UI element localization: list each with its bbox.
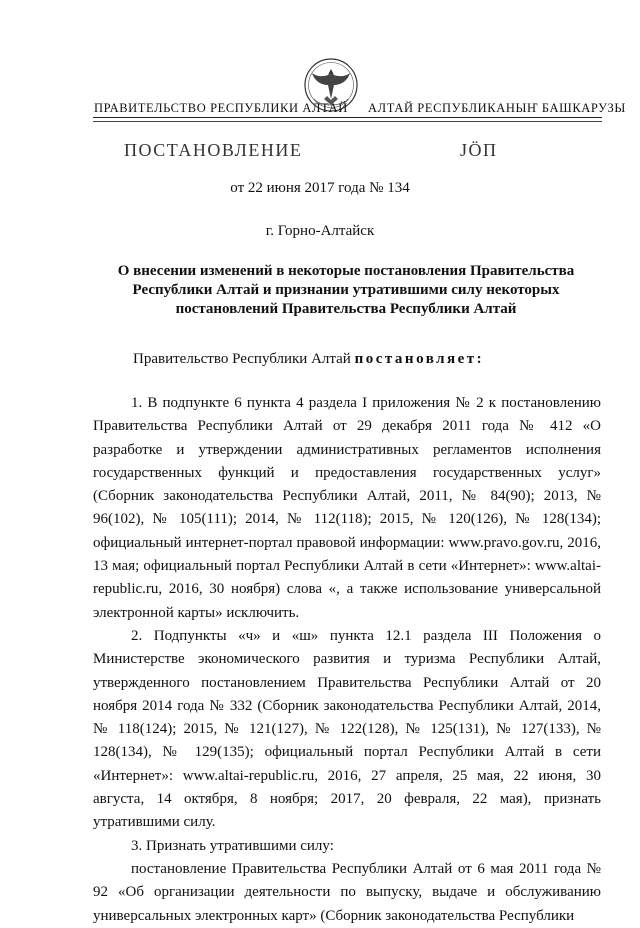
city: г. Горно-Алтайск: [265, 223, 375, 239]
header-rule-thin: [93, 121, 602, 122]
paragraph-2: 2. Подпункты «ч» и «ш» пункта 12.1 раздела III Положения о Министерстве экономического развития и туризма Республики Алтай, утвержденного постановлением Правительства Республики Алтай от 20 ноября 2014 года № 332 (Сборник законодательства Республики Алтай, 2014, № 118(124); 2015, № 121(127), № 122(128), № 125(131), № 127(133), № 128(134), № 129(135); официальный портал Республики Алтай в сети «Интернет»: www.altai-republic.ru, 2016, 27 апреля, 25 мая, 22 июня, 30 августа, 14 октября, 8 ноября; 2017, 20 февраля, 22 мая), признать утратившими силу.: [93, 627, 601, 831]
preamble: [133, 351, 484, 368]
doc-type-ru: ПОСТАНОВЛЕНИЕ: [124, 140, 303, 160]
document-body: [93, 392, 601, 928]
paragraph-1: 1. В подпункте 6 пункта 4 раздела I приложения № 2 к постановлению Правительства Республики Алтай от 29 декабря 2011 года № 412 «О разработке и утверждении административных регламентов исполнения государственных функций и предоставления государственных услуг» (Сборник законодательства Республики Алтай, 2011, № 84(90); 2013, № 96(102), № 105(111); 2014, № 112(118); 2015, № 120(126), № 128(134); официальный интернет-портал правовой информации: www.pravo.gov.ru, 2016, 13 мая; официальный портал Республики Алтай в сети «Интернет»: www.altai-republic.ru, 2016, 30 ноября) слова «, а также использование универсальной электронной карты» исключить.: [93, 395, 601, 621]
preamble-lead: Правительство Республики Алтай: [133, 351, 355, 367]
date-and-number: от 22 июня 2017 года № 134: [230, 180, 410, 196]
org-name-ru: ПРАВИТЕЛЬСТВО РЕСПУБЛИКИ АЛТАЙ: [94, 101, 348, 115]
document-title: О внесении изменений в некоторые постановления Правительства Республики Алтай и признании утратившими силу некоторых постановлений Правительства Республики Алтай: [117, 263, 575, 317]
org-name-altai: АЛТАЙ РЕСПУБЛИКАНЫҤ БАШКАРУЗЫ: [368, 101, 626, 115]
paragraph-4: постановление Правительства Республики Алтай от 6 мая 2011 года № 92 «Об организации деятельности по выпуску, выдаче и обслуживанию универсальных электронных карт» (Сборник законодательства Республики: [93, 860, 601, 924]
header-rule-thick: [93, 117, 602, 118]
preamble-decree: постановляет:: [354, 351, 485, 367]
paragraph-3: 3. Признать утратившими силу:: [131, 837, 334, 854]
doc-type-altai: JÖП: [460, 140, 498, 160]
